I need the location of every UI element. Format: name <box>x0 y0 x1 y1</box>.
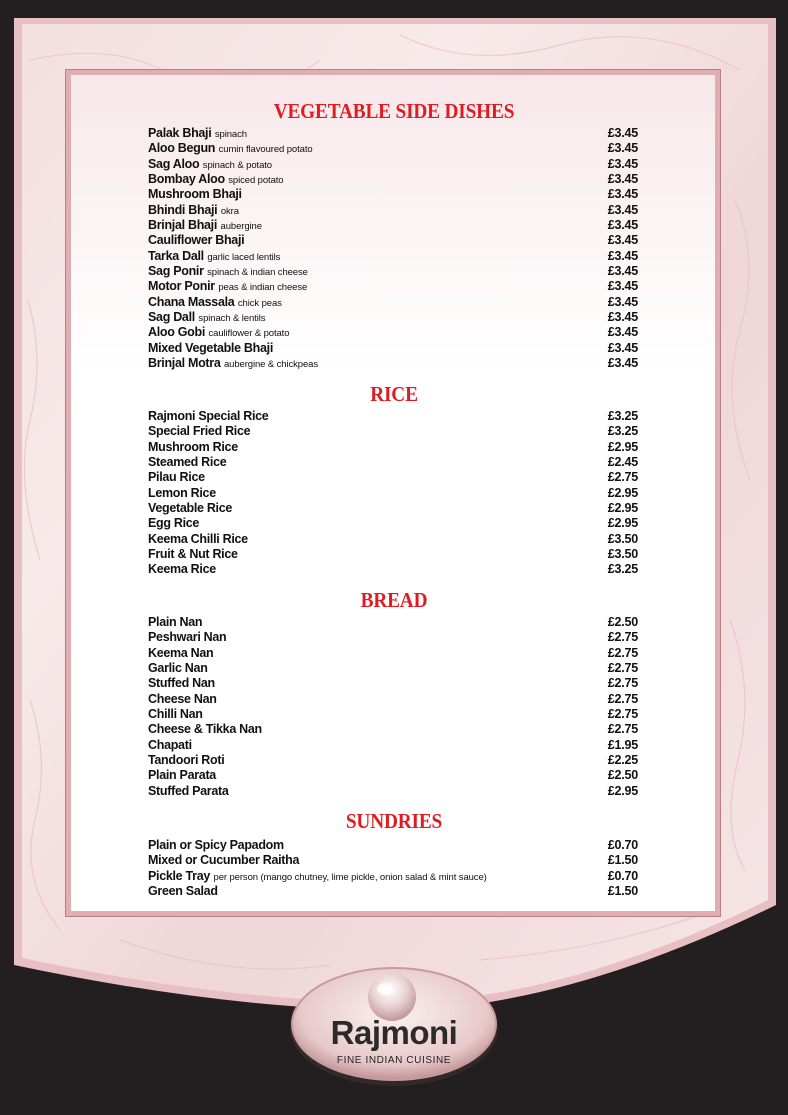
menu-item-name: Aloo Gobi <box>148 325 206 340</box>
menu-item-name: Fruit & Nut Rice <box>148 547 238 561</box>
menu-item-price: £2.75 <box>607 645 638 660</box>
menu-item-name: Chapati <box>148 737 192 752</box>
menu-item-description: peas & indian cheese <box>218 282 308 294</box>
menu-item-price: £2.95 <box>607 485 638 500</box>
menu-item-name: Mixed Vegetable Bhaji <box>148 340 273 355</box>
menu-item-name: Pickle Tray <box>148 868 211 883</box>
menu-item-name: Stuffed Parata <box>148 783 229 798</box>
menu-item-price: £3.45 <box>607 202 638 217</box>
menu-item-price: £3.45 <box>607 233 638 248</box>
menu-item-name: Pilau Rice <box>148 470 205 485</box>
menu-item-description: spinach & indian cheese <box>207 267 308 278</box>
menu-item-price: £2.75 <box>607 722 638 737</box>
menu-item-price: £3.45 <box>607 218 638 232</box>
logo-tagline: FINE INDIAN CUISINE <box>336 1055 452 1066</box>
menu-item-price: £0.70 <box>607 868 638 883</box>
menu-item-price: £2.95 <box>607 501 638 515</box>
menu-item <box>148 172 638 187</box>
menu-item-name: Stuffed Nan <box>148 676 215 691</box>
menu-item-description: cumin flavoured potato <box>218 144 313 156</box>
menu-item-description: aubergine & chickpeas <box>223 358 319 370</box>
menu-item <box>148 295 638 310</box>
menu-item-price: £2.50 <box>607 615 638 629</box>
menu-item <box>148 884 638 899</box>
menu-item-name: Steamed Rice <box>148 455 227 469</box>
menu-item-price: £3.45 <box>607 126 638 140</box>
menu-item <box>148 356 638 371</box>
menu-item-price: £2.95 <box>607 439 638 454</box>
menu-item-price: £2.75 <box>607 661 638 675</box>
menu-item-description: chick peas <box>237 297 282 309</box>
menu-item-description: spiced potato <box>228 175 284 186</box>
menu-item <box>148 532 638 547</box>
menu-item-name: Keema Nan <box>148 645 214 660</box>
menu-item-name: Peshwari Nan <box>148 630 227 645</box>
menu-item-price: £3.45 <box>607 156 638 171</box>
menu-item-price: £2.95 <box>607 516 638 531</box>
menu-item-price: £3.50 <box>607 547 638 561</box>
menu-item <box>148 501 638 516</box>
section-title: VEGETABLE SIDE DISHES <box>273 99 515 123</box>
menu-item-name: Bombay Aloo <box>148 172 225 186</box>
menu-item-name: Mixed or Cucumber Raitha <box>148 853 300 868</box>
menu-item <box>148 470 638 485</box>
menu-item-name: Mushroom Bhaji <box>148 187 242 202</box>
menu-item-name: Plain or Spicy Papadom <box>148 838 284 852</box>
menu-item <box>148 853 638 868</box>
menu-item-price: £3.25 <box>607 424 638 439</box>
menu-item-price: £3.45 <box>607 325 638 340</box>
menu-item <box>148 516 638 531</box>
menu-item-name: Garlic Nan <box>148 661 208 675</box>
menu-item-description: spinach & lentils <box>198 313 266 324</box>
menu-item <box>148 424 638 439</box>
menu-item <box>148 409 638 424</box>
menu-item-name: Special Fried Rice <box>148 424 251 439</box>
menu-item-price: £2.75 <box>607 470 638 485</box>
menu-item-price: £2.25 <box>607 753 638 767</box>
menu-item-price: £2.75 <box>607 630 638 645</box>
menu-item <box>148 869 638 884</box>
menu-item-name: Tarka Dall <box>148 248 204 263</box>
menu-item <box>148 279 638 294</box>
menu-item-name: Plain Nan <box>148 615 203 629</box>
menu-item <box>148 562 638 577</box>
logo-name: Rajmoni <box>330 1014 458 1051</box>
menu-item <box>148 615 638 630</box>
menu-item <box>148 157 638 172</box>
menu-item <box>148 218 638 233</box>
menu-item-name: Tandoori Roti <box>148 753 225 767</box>
menu-item-price: £3.45 <box>607 310 638 324</box>
menu-item-name: Plain Parata <box>148 768 216 783</box>
menu-item <box>148 722 638 737</box>
menu-item <box>148 692 638 707</box>
menu-item-price: £3.45 <box>607 248 638 263</box>
menu-item-price: £3.45 <box>607 187 638 202</box>
menu-item-description: spinach & potato <box>202 159 272 171</box>
menu-item-description: spinach <box>214 129 247 140</box>
menu-item-name: Sag Dall <box>148 310 195 324</box>
menu-item-description: per person (mango chutney, lime pickle, onion salad & mint sauce) <box>213 871 487 883</box>
menu-item-name: Brinjal Motra <box>148 355 221 370</box>
menu-item <box>148 440 638 455</box>
menu-item-price: £2.95 <box>607 783 638 798</box>
menu-item <box>148 753 638 768</box>
menu-item <box>148 341 638 356</box>
menu-item-name: Bhindi Bhaji <box>148 202 218 217</box>
menu-item <box>148 233 638 248</box>
menu-item-price: £2.75 <box>607 676 638 691</box>
menu-item-price: £3.45 <box>607 264 638 278</box>
menu-item-name: Keema Rice <box>148 562 216 577</box>
menu-item <box>148 264 638 279</box>
menu-item-description: aubergine <box>220 221 262 232</box>
menu-item-name: Sag Ponir <box>148 264 204 278</box>
menu-item <box>148 203 638 218</box>
menu-item-name: Keema Chilli Rice <box>148 531 248 546</box>
menu-item-price: £3.50 <box>607 531 638 546</box>
menu-item-name: Palak Bhaji <box>148 126 212 140</box>
menu-item-name: Cheese & Tikka Nan <box>148 722 262 737</box>
menu-item-name: Aloo Begun <box>148 141 216 156</box>
menu-item-name: Lemon Rice <box>148 485 216 500</box>
menu-item-name: Cheese Nan <box>148 691 217 706</box>
menu-item-price: £2.50 <box>607 768 638 783</box>
menu-item <box>148 784 638 799</box>
menu-item-description: garlic laced lentils <box>207 251 281 263</box>
menu-item-price: £3.25 <box>607 562 638 577</box>
menu-item-name: Green Salad <box>148 884 218 898</box>
menu-item-name: Motor Ponir <box>148 279 215 294</box>
menu-item-description: okra <box>220 205 239 217</box>
menu-item-description: cauliflower & potato <box>208 328 290 340</box>
menu-item <box>148 661 638 676</box>
menu-item <box>148 310 638 325</box>
section-title: RICE <box>370 382 418 406</box>
menu-item <box>148 547 638 562</box>
menu-item-name: Chilli Nan <box>148 707 203 721</box>
menu-item <box>148 486 638 501</box>
menu-item-name: Sag Aloo <box>148 156 200 171</box>
menu-item-price: £3.45 <box>607 172 638 186</box>
menu-item-price: £1.95 <box>607 737 638 752</box>
menu-item-price: £1.50 <box>607 853 638 868</box>
menu-item-price: £2.45 <box>607 455 638 469</box>
menu-item-name: Rajmoni Special Rice <box>148 409 269 423</box>
menu-item-name: Egg Rice <box>148 516 200 531</box>
menu-item-price: £3.45 <box>607 294 638 309</box>
menu-item <box>148 455 638 470</box>
section-title: SUNDRIES <box>345 809 443 833</box>
section-title: BREAD <box>360 588 428 612</box>
menu-item <box>148 249 638 264</box>
menu-item-name: Vegetable Rice <box>148 501 233 515</box>
menu-item-price: £1.50 <box>607 884 638 898</box>
menu-item-price: £3.25 <box>607 409 638 423</box>
menu-item-name: Cauliflower Bhaji <box>148 233 245 248</box>
menu-item <box>148 187 638 202</box>
menu-item <box>148 768 638 783</box>
menu-item-name: Chana Massala <box>148 294 235 309</box>
menu-item-price: £3.45 <box>607 141 638 156</box>
menu-item <box>148 630 638 645</box>
menu-item-price: £3.45 <box>607 279 638 294</box>
menu-item <box>148 676 638 691</box>
menu-item-price: £3.45 <box>607 355 638 370</box>
menu-item-price: £2.75 <box>607 707 638 721</box>
menu-item <box>148 325 638 340</box>
menu-item-price: £2.75 <box>607 691 638 706</box>
menu-item <box>148 141 638 156</box>
menu-item-price: £3.45 <box>607 340 638 355</box>
menu-item-name: Brinjal Bhaji <box>148 218 218 232</box>
menu-item <box>148 738 638 753</box>
menu-item <box>148 646 638 661</box>
menu-item <box>148 126 638 141</box>
menu-item-name: Mushroom Rice <box>148 439 238 454</box>
menu-item <box>148 838 638 853</box>
menu-item <box>148 707 638 722</box>
menu-item-price: £0.70 <box>607 838 638 852</box>
